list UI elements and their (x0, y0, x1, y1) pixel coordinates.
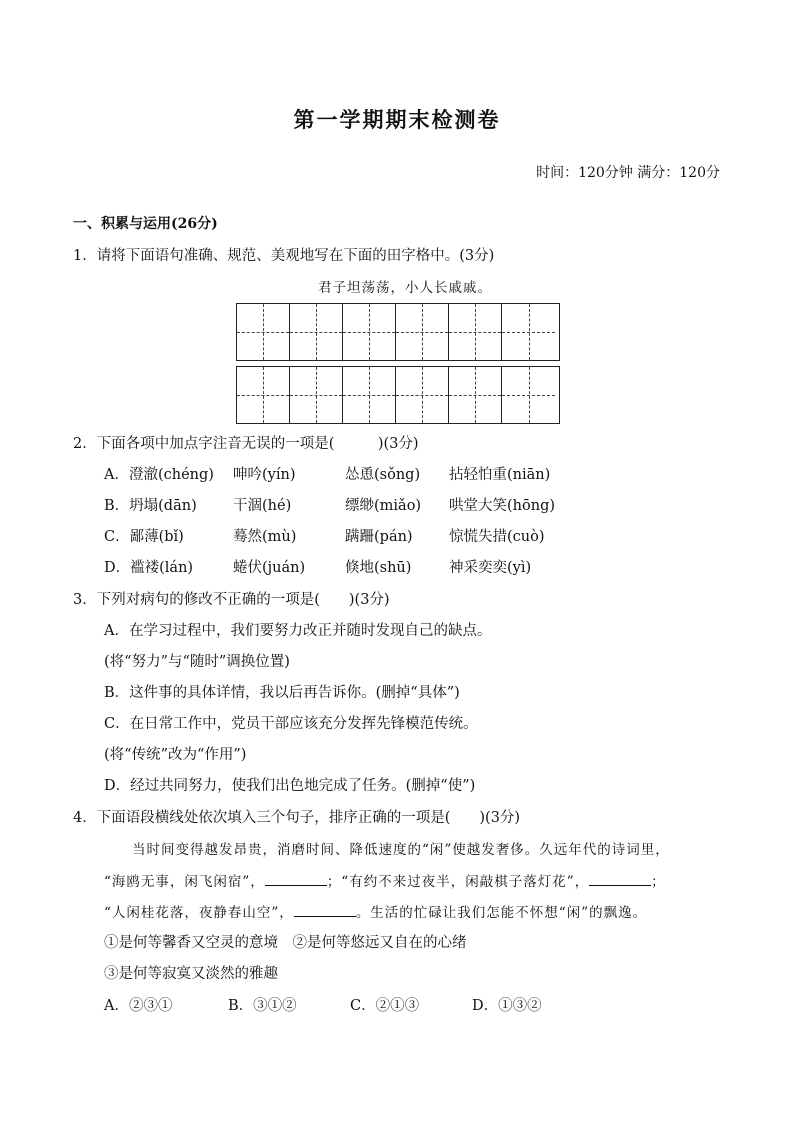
q2-option-a-2: 呻吟(yín) (233, 467, 296, 483)
q2-option-c-4: 惊慌失措(cuò) (449, 529, 545, 545)
q4-option-d[interactable]: D．①③② (472, 998, 542, 1014)
tianzige-grid-row-2[interactable] (236, 366, 560, 424)
question-1-stem: 1．请将下面语句准确、规范、美观地写在下面的田字格中。(3分) (73, 248, 495, 264)
grid-cell[interactable] (237, 304, 290, 360)
q2-option-d-3: 倏地(shū) (345, 560, 412, 576)
q4-sentences-1: ①是何等馨香又空灵的意境 ②是何等悠远又自在的心绪 (104, 935, 467, 951)
q2-option-b-3: 缥缈(miǎo) (345, 498, 422, 514)
question-3-stem: 3．下列对病句的修改不正确的一项是( )(3分) (73, 592, 390, 608)
q4-option-c[interactable]: C．②①③ (350, 998, 420, 1014)
grid-cell[interactable] (502, 304, 555, 360)
grid-cell[interactable] (396, 304, 449, 360)
grid-cell[interactable] (396, 367, 449, 423)
grid-cell[interactable] (449, 304, 502, 360)
grid-cell[interactable] (290, 367, 343, 423)
q4-passage-part: ；“有约不来过夜半，闲敲棋子落灯花”， (326, 874, 590, 890)
q4-passage-line-2 (104, 870, 666, 890)
q3-option-c-note: (将“传统”改为“作用”) (104, 747, 247, 763)
grid-cell[interactable] (343, 367, 396, 423)
q2-option-a-4: 拈轻怕重(niān) (449, 467, 551, 483)
question-1-sentence: 君子坦荡荡，小人长戚戚。 (318, 280, 492, 296)
q2-option-d-2: 蜷伏(juán) (233, 560, 306, 576)
q4-passage-part: ； (651, 874, 666, 890)
blank-line[interactable] (589, 871, 651, 886)
blank-line[interactable] (294, 902, 356, 917)
q3-option-d[interactable]: D．经过共同努力，使我们出色地完成了任务。(删掉“使”) (104, 778, 476, 794)
grid-cell[interactable] (449, 367, 502, 423)
q2-option-d-1[interactable]: D．褴褛(lán) (104, 560, 194, 576)
q3-option-c[interactable]: C．在日常工作中，党员干部应该充分发挥先锋模范传统。 (104, 716, 478, 732)
q2-option-c-1[interactable]: C．鄙薄(bǐ) (104, 529, 184, 545)
blank-line[interactable] (265, 871, 327, 886)
page-title: 第一学期期末检测卷 (293, 107, 501, 132)
q4-passage-line-3 (104, 901, 647, 921)
q4-passage-line-1: 当时间变得越发昂贵，消磨时间、降低速度的“闲”使越发奢侈。久远年代的诗词里， (132, 842, 670, 858)
grid-cell[interactable] (502, 367, 555, 423)
grid-cell[interactable] (343, 304, 396, 360)
q3-option-a[interactable]: A．在学习过程中，我们要努力改正并随时发现自己的缺点。 (104, 623, 492, 639)
q2-option-a-1[interactable]: A．澄澈(chéng) (104, 467, 214, 483)
q2-option-b-2: 干涸(hé) (233, 498, 292, 514)
section-heading: 一、积累与运用(26分) (73, 216, 218, 232)
question-2-stem: 2．下面各项中加点字注音无误的一项是( )(3分) (73, 436, 419, 452)
grid-cell[interactable] (237, 367, 290, 423)
q4-option-a[interactable]: A．②③① (104, 998, 173, 1014)
q4-sentences-2: ③是何等寂寞又淡然的雅趣 (104, 966, 278, 982)
q2-option-a-3: 怂恿(sǒng) (345, 467, 421, 483)
tianzige-grid-row-1[interactable] (236, 303, 560, 361)
q3-option-a-note: (将“努力”与“随时”调换位置) (104, 654, 290, 670)
q2-option-c-3: 蹒跚(pán) (345, 529, 413, 545)
q2-option-c-2: 蓦然(mù) (233, 529, 297, 545)
grid-cell[interactable] (290, 304, 343, 360)
q4-passage-part: “人闲桂花落，夜静春山空”， (104, 905, 294, 921)
question-4-stem: 4．下面语段横线处依次填入三个句子，排序正确的一项是( )(3分) (73, 810, 521, 826)
q3-option-b[interactable]: B．这件事的具体详情，我以后再告诉你。(删掉“具体”) (104, 685, 460, 701)
q2-option-b-4: 哄堂大笑(hōng) (449, 498, 556, 514)
q2-option-b-1[interactable]: B．坍塌(dān) (104, 498, 197, 514)
q4-option-b[interactable]: B．③①② (228, 998, 297, 1014)
q4-passage-part: “海鸥无事，闲飞闲宿”， (104, 874, 265, 890)
exam-meta: 时间：120分钟 满分：120分 (536, 165, 720, 181)
q4-passage-part: 。生活的忙碌让我们怎能不怀想“闲”的飘逸。 (355, 905, 648, 921)
q2-option-d-4: 神采奕奕(yì) (449, 560, 532, 576)
